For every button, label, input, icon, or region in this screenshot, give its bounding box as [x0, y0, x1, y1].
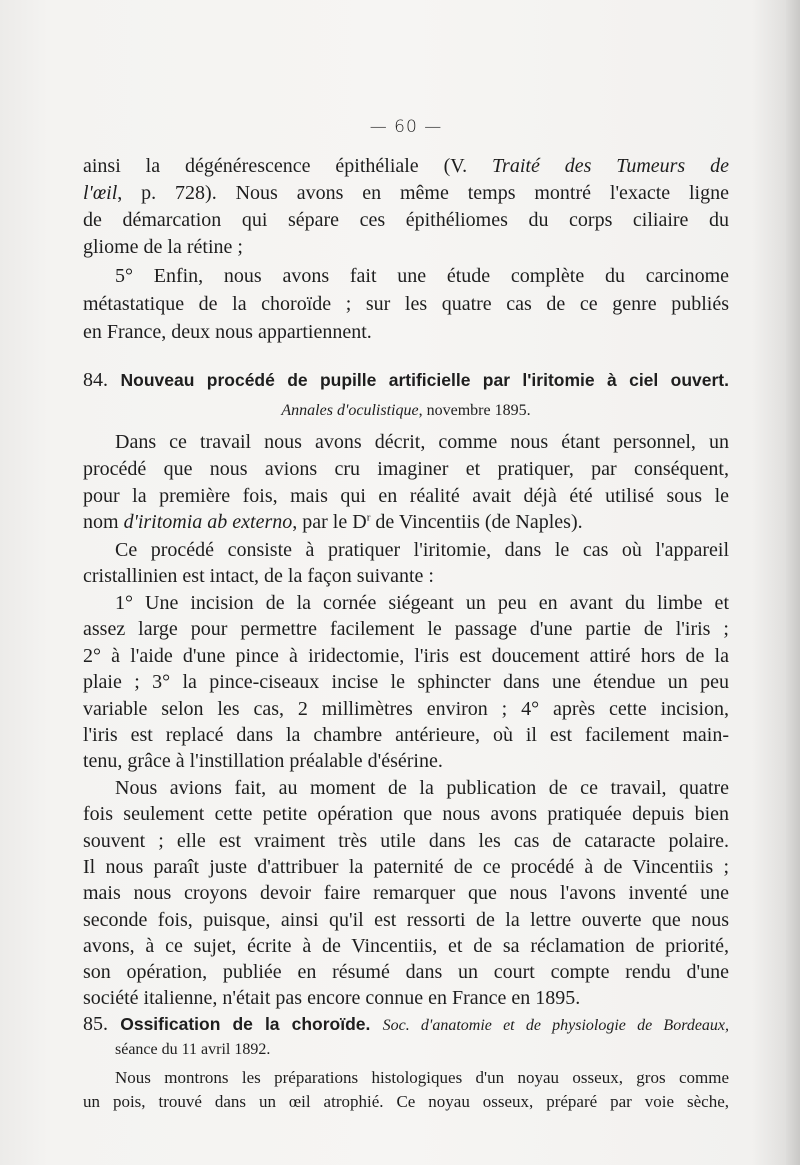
text-line: en France, deux nous appartiennent. [83, 321, 372, 343]
text-line: 2° à l'aide d'une pince à iridectomie, l'iris est doucement attiré hors de la [83, 645, 729, 667]
text-line: Il nous paraît juste d'attribuer la paternité de ce procédé à de Vincentiis ; [83, 856, 729, 878]
section-84-source: Annales d'oculistique, novembre 1895. [281, 402, 531, 419]
text-line: pour la première fois, mais qui en réalité avait déjà été utilisé sous le [83, 485, 729, 507]
text-line: son opération, publiée en résumé dans un court compte rendu d'une [83, 961, 729, 983]
text-line: un pois, trouvé dans un œil atrophié. Ce noyau osseux, préparé par voie sèche, [83, 1092, 729, 1111]
text-line: 5° Enfin, nous avons fait une étude complète du carcinome [115, 265, 729, 287]
text-line: fois seulement cette petite opération que nous avons pratiquée depuis bien [83, 803, 729, 825]
text-line: cristallinien est intact, de la façon suivante : [83, 565, 434, 587]
text-line: Dans ce travail nous avons décrit, comme nous étant personnel, un [115, 431, 729, 453]
text-line: ainsi la dégénérescence épithéliale (V. Traité des Tumeurs de [83, 155, 729, 177]
section-source: Soc. d'anatomie et de physiologie de Bordeaux, [382, 1017, 730, 1034]
text-line: seconde fois, puisque, ainsi qu'il est ressorti de la lettre ouverte que nous [83, 909, 729, 931]
text-line: souvent ; elle est vraiment très utile dans les cas de cataracte polaire. [83, 830, 729, 852]
text-line: avons, à ce sujet, écrite à de Vincentiis, et de sa réclamation de priorité, [83, 935, 729, 957]
text-line: métastatique de la choroïde ; sur les quatre cas de ce genre publiés [83, 293, 729, 315]
page-edge-shadow [786, 0, 800, 1165]
text-line: variable selon les cas, 2 millimètres environ ; 4° après cette incision, [83, 698, 729, 720]
page-number: — 60 — [369, 117, 443, 137]
text-line: Nous montrons les préparations histologiques d'un noyau osseux, gros comme [115, 1068, 729, 1087]
text-line: société italienne, n'était pas encore connue en France en 1895. [83, 987, 581, 1009]
section-84-heading [83, 366, 729, 394]
section-title: Ossification de la choroïde. [120, 1014, 371, 1034]
section-number: 84. [83, 369, 108, 391]
text-line: l'œil, p. 728). Nous avons en même temps montré l'exacte ligne [83, 182, 729, 204]
text-line: procédé que nous avions cru imaginer et pratiquer, par conséquent, [83, 458, 729, 480]
section-title: Nouveau procédé de pupille artificielle par l'iritomie à ciel ouvert. [120, 370, 729, 390]
text-line: plaie ; 3° la pince-ciseaux incise le sphincter dans une étendue un peu [83, 671, 729, 693]
text-line: 1° Une incision de la cornée siégeant un peu en avant du limbe et [115, 592, 729, 614]
text-line: Nous avions fait, au moment de la publication de ce travail, quatre [115, 777, 729, 799]
text-line: Ce procédé consiste à pratiquer l'iritomie, dans le cas où l'appareil [115, 539, 729, 561]
text-line: l'iris est replacé dans la chambre antérieure, où il est facilement main- [83, 724, 729, 746]
text-line: mais nous croyons devoir faire remarquer que nous l'avons inventé une [83, 882, 729, 904]
text-line: tenu, grâce à l'instillation préalable d'ésérine. [83, 750, 443, 772]
text-line: assez large pour permettre facilement le passage d'une partie de l'iris ; [83, 618, 729, 640]
text-line: nom d'iritomia ab externo, par le $D^r$ de Vincentiis (de Naples). [83, 511, 583, 533]
section-85-date: séance du 11 avril 1892. [115, 1041, 271, 1058]
text-line: gliome de la rétine ; [83, 236, 243, 258]
text-line: de démarcation qui sépare ces épithéliomes du corps ciliaire du [83, 209, 729, 231]
section-number: 85. [83, 1013, 108, 1035]
